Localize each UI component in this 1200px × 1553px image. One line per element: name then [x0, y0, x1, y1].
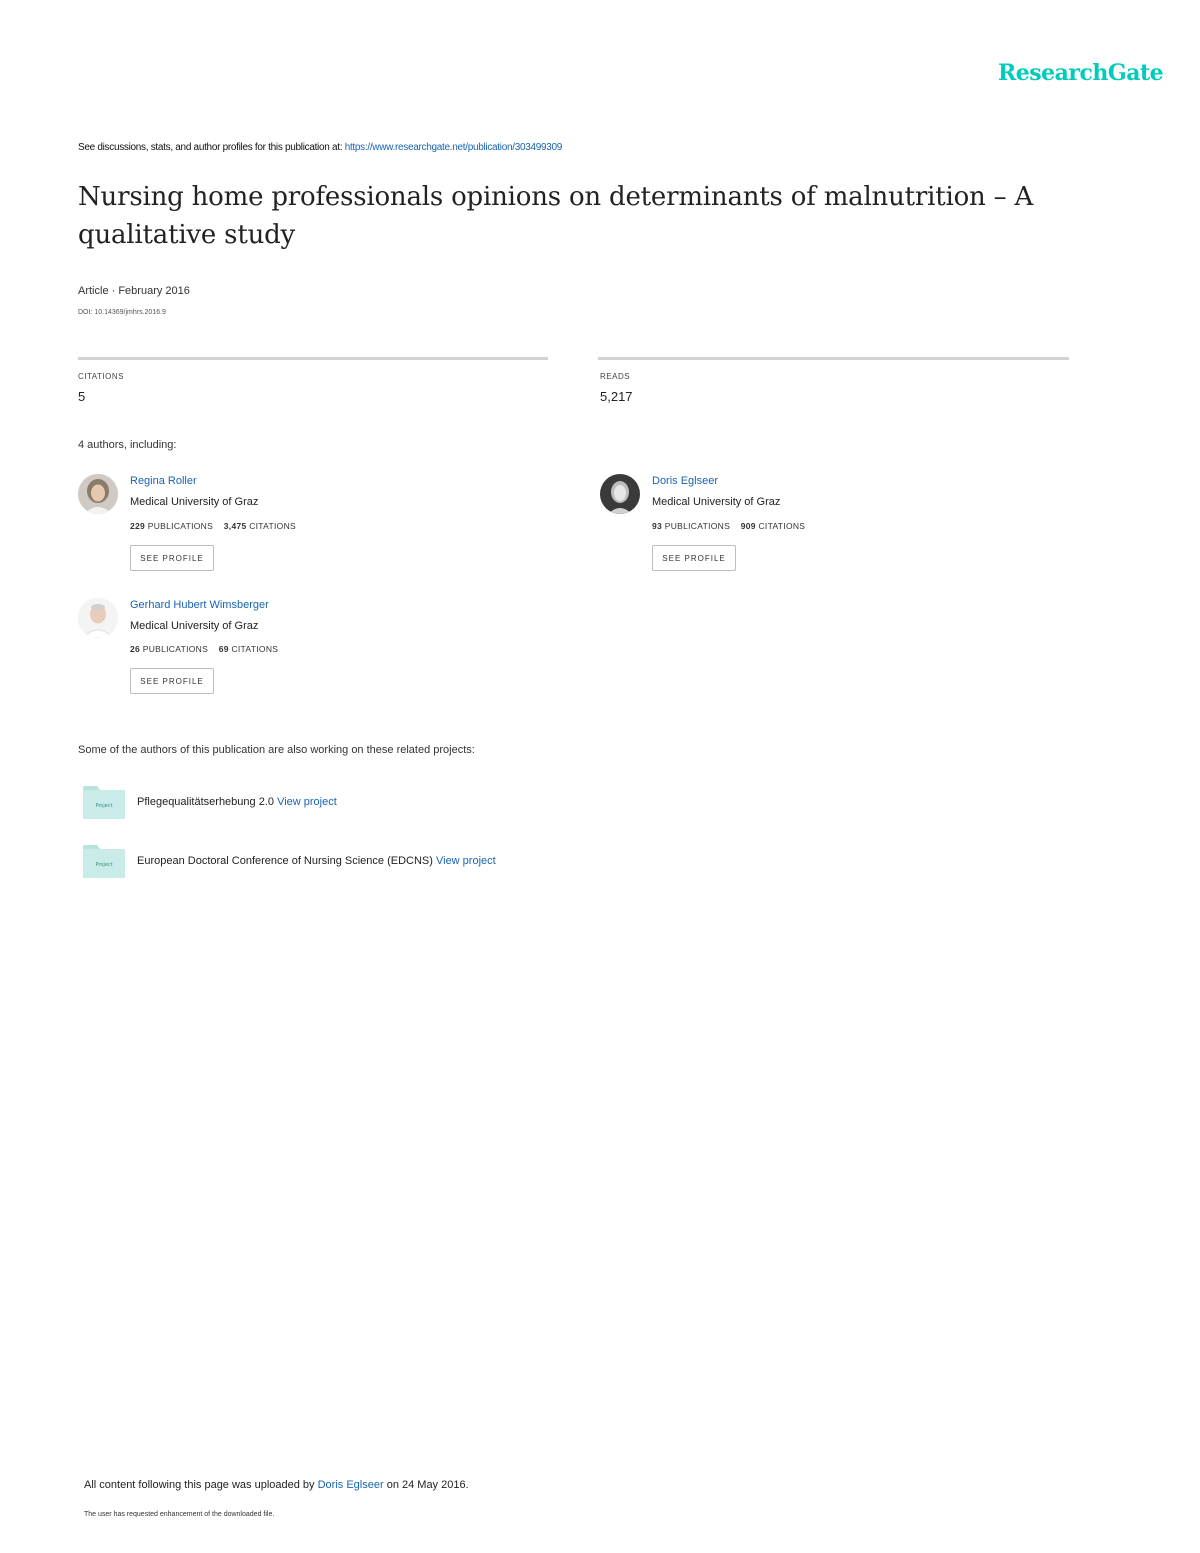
citations-label: CITATIONS [78, 372, 124, 381]
project-name: European Doctoral Conference of Nursing Science (EDCNS) [137, 855, 433, 867]
avatar[interactable] [78, 598, 118, 638]
citations-count: 909 [740, 521, 756, 531]
citations-label: CITATIONS [758, 521, 806, 531]
citations-label: CITATIONS [249, 521, 296, 531]
author-photo-icon [600, 474, 640, 514]
discussion-line [78, 142, 562, 153]
author-stats [652, 521, 805, 531]
publications-count: 93 [652, 521, 663, 531]
upload-note [84, 1479, 469, 1491]
project-folder-icon [83, 786, 125, 819]
see-profile-button[interactable]: SEE PROFILE [130, 545, 214, 571]
authors-heading: 4 authors, including: [78, 439, 177, 451]
researchgate-logo[interactable]: ResearchGate [998, 60, 1164, 86]
project-name: Pflegequalitätserhebung 2.0 [137, 796, 274, 808]
author-photo-icon [78, 474, 118, 514]
publications-count: 229 [130, 521, 146, 531]
see-profile-button[interactable]: SEE PROFILE [652, 545, 736, 571]
uploader-link[interactable]: Doris Eglseer [317, 1479, 384, 1491]
author-photo-icon [78, 598, 118, 638]
project-item [137, 796, 337, 808]
reads-value: 5,217 [600, 389, 633, 404]
publication-url-link[interactable]: https://www.researchgate.net/publication/303499309 [344, 142, 563, 153]
avatar[interactable] [600, 474, 640, 514]
project-folder-icon [83, 845, 125, 878]
see-profile-button[interactable]: SEE PROFILE [130, 668, 214, 694]
citations-label: CITATIONS [231, 644, 279, 654]
publication-doi: DOI: 10.14369/jmhrs.2016.9 [78, 309, 166, 316]
author-institution: Medical University of Graz [130, 620, 259, 632]
reads-label: READS [600, 372, 631, 381]
upload-suffix: on 24 May 2016. [383, 1479, 469, 1491]
publications-label: PUBLICATIONS [142, 644, 209, 654]
discussion-text: See discussions, stats, and author profiles for this publication at: [78, 142, 345, 153]
publications-label: PUBLICATIONS [664, 521, 731, 531]
view-project-link[interactable]: View project [277, 796, 337, 808]
publication-meta: Article · February 2016 [78, 285, 190, 297]
projects-heading: Some of the authors of this publication are also working on these related projects: [78, 744, 475, 756]
citations-value: 5 [78, 389, 86, 404]
author-institution: Medical University of Graz [652, 496, 781, 508]
author-name-regina-roller[interactable]: Regina Roller [130, 475, 197, 487]
publications-label: PUBLICATIONS [147, 521, 214, 531]
citations-count: 3,475 [223, 521, 247, 531]
citations-divider [78, 357, 548, 360]
publications-count: 26 [130, 644, 141, 654]
author-name-gerhard-hubert-wimsberger[interactable]: Gerhard Hubert Wimsberger [130, 599, 269, 611]
project-icon-label: Project [95, 803, 113, 809]
author-institution: Medical University of Graz [130, 496, 259, 508]
upload-prefix: All content following this page was uploaded by [84, 1479, 318, 1491]
author-stats [130, 644, 278, 654]
reads-divider [598, 357, 1069, 360]
project-item [137, 855, 496, 867]
project-icon-label: Project [95, 862, 113, 868]
author-name-doris-eglseer[interactable]: Doris Eglseer [652, 475, 719, 487]
view-project-link[interactable]: View project [435, 855, 496, 867]
enhancement-note: The user has requested enhancement of the downloaded file. [84, 1511, 275, 1518]
citations-count: 69 [218, 644, 229, 654]
avatar[interactable] [78, 474, 118, 514]
author-stats [130, 521, 296, 531]
publication-title: Nursing home professionals opinions on determinants of malnutrition – A qualitative study [78, 182, 1034, 250]
